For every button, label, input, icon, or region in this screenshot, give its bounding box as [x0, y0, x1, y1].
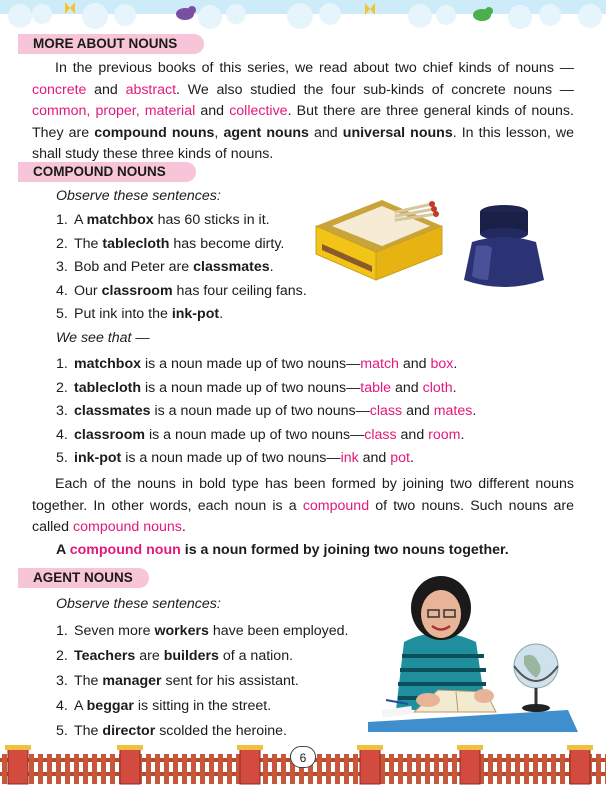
item-number: 5.	[56, 450, 68, 466]
term-compound-noun: compound noun	[69, 542, 181, 558]
fence-picket	[83, 754, 88, 784]
item-number: 5.	[56, 723, 68, 739]
text: and	[402, 356, 427, 372]
term-concrete: concrete	[32, 81, 87, 98]
fence-picket	[317, 754, 322, 784]
fence-post-cap	[457, 745, 483, 750]
text: and	[94, 81, 118, 98]
agent-noun: director	[102, 723, 156, 739]
item-number: 5.	[56, 306, 68, 322]
fence-post	[460, 748, 480, 784]
text: A	[74, 212, 83, 228]
noun-part: match	[360, 356, 399, 372]
teacher-illustration	[368, 572, 578, 732]
list-item	[56, 256, 307, 280]
list-item	[56, 400, 476, 424]
fence-picket	[146, 754, 151, 784]
text: and	[395, 379, 419, 396]
text: has become dirty.	[173, 235, 285, 252]
heading-agent-nouns: AGENT NOUNS	[18, 568, 149, 588]
list-item	[56, 669, 349, 694]
text: is a noun made up of two nouns—	[154, 403, 370, 419]
fence-picket	[551, 754, 556, 784]
fence-post-cap	[357, 745, 383, 750]
fence-picket	[326, 754, 331, 784]
text: In the previous books of this series, we read about two chief kinds of nouns —	[55, 60, 574, 76]
fence-picket	[209, 754, 214, 784]
item-number: 2.	[56, 235, 68, 252]
text: and	[406, 403, 430, 419]
text: is a noun made up of two nouns—	[144, 356, 361, 372]
text: Put ink into the	[74, 306, 168, 322]
intro-paragraph	[32, 58, 574, 166]
fence-picket	[2, 754, 7, 784]
text: and	[314, 124, 338, 141]
item-number: 4.	[56, 282, 68, 299]
fence-picket	[533, 754, 538, 784]
item-number: 4.	[56, 698, 68, 714]
list-item	[56, 303, 307, 327]
sky-banner	[0, 0, 606, 30]
fence-picket	[173, 754, 178, 784]
fence-picket	[596, 754, 601, 784]
text: . In this lesson, we shall study these three kinds of nouns.	[32, 124, 574, 162]
fence-picket	[218, 754, 223, 784]
text: is sitting in the street.	[137, 698, 272, 714]
fence-picket	[92, 754, 97, 784]
term-compound-nouns: compound nouns	[94, 124, 215, 141]
text: has 60 sticks in it.	[157, 212, 270, 228]
text: A	[74, 698, 83, 714]
fence-picket	[56, 754, 61, 784]
text: .	[453, 356, 458, 372]
list-item	[56, 233, 307, 257]
fence-picket	[182, 754, 187, 784]
bold-noun: classroom	[101, 282, 173, 299]
fence-picket	[38, 754, 43, 784]
agent-noun: beggar	[86, 698, 134, 714]
term-universal-nouns: universal nouns	[342, 124, 453, 141]
noun-part: box	[430, 356, 454, 372]
fence-picket	[191, 754, 196, 784]
fence-picket	[272, 754, 277, 784]
item-number: 2.	[56, 379, 68, 396]
term-compound: compound	[302, 497, 370, 514]
bold-noun: classroom	[74, 426, 145, 443]
fence-post-cap	[567, 745, 593, 750]
noun-part: class	[369, 403, 403, 419]
fence-picket	[74, 754, 79, 784]
noun-part: cloth	[422, 379, 453, 396]
bold-noun: ink-pot	[74, 450, 122, 466]
compound-explanations-list	[56, 353, 476, 471]
noun-part: room	[428, 426, 461, 443]
item-number: 3.	[56, 673, 68, 689]
item-number: 1.	[56, 356, 68, 372]
text: .	[410, 450, 414, 466]
fence-picket	[398, 754, 403, 784]
fence-picket	[524, 754, 529, 784]
text: Seven more	[74, 623, 151, 639]
heading-compound-nouns: COMPOUND NOUNS	[18, 162, 196, 182]
fence-picket	[29, 754, 34, 784]
text: The	[74, 673, 99, 689]
we-see-label: We see that —	[56, 330, 150, 346]
fence-post	[570, 748, 590, 784]
fence-picket	[47, 754, 52, 784]
text: ,	[214, 124, 219, 141]
fence-picket	[380, 754, 385, 784]
bold-noun: classmates	[74, 403, 151, 419]
fence-post-cap	[117, 745, 143, 750]
item-number: 2.	[56, 648, 68, 664]
fence-post	[120, 748, 140, 784]
fence-picket	[65, 754, 70, 784]
agent-observe-label: Observe these sentences:	[56, 596, 221, 612]
bold-noun: classmates	[193, 259, 270, 275]
fence-picket	[416, 754, 421, 784]
text: of two nouns. Such nouns are called	[32, 497, 574, 535]
item-number: 1.	[56, 212, 68, 228]
text: sent for his assistant.	[165, 673, 299, 689]
fence-picket	[452, 754, 457, 784]
fence-picket	[155, 754, 160, 784]
text: and	[200, 103, 225, 119]
fence-picket	[506, 754, 511, 784]
fence-picket	[335, 754, 340, 784]
item-number: 3.	[56, 403, 68, 419]
text: and	[400, 426, 425, 443]
fence-picket	[407, 754, 412, 784]
agent-noun: manager	[102, 673, 162, 689]
fence-post	[360, 748, 380, 784]
noun-part: ink	[340, 450, 359, 466]
item-number: 1.	[56, 623, 68, 639]
fence-picket	[542, 754, 547, 784]
text: is a noun made up of two nouns—	[125, 450, 341, 466]
text: .	[452, 379, 457, 396]
fence-picket	[344, 754, 349, 784]
noun-part: class	[364, 426, 397, 443]
bold-noun: tablecloth	[74, 379, 142, 396]
text: A	[56, 542, 66, 558]
term-collective: collective	[229, 103, 288, 119]
term-compound-nouns-pink: compound nouns	[73, 519, 182, 535]
fence-picket	[110, 754, 115, 784]
compound-sentences-list	[56, 209, 307, 327]
fence-picket	[488, 754, 493, 784]
list-item	[56, 209, 307, 233]
ink-pot-illustration	[458, 202, 552, 296]
list-item	[56, 424, 476, 448]
heading-more-about-nouns: MORE ABOUT NOUNS	[18, 34, 204, 54]
fence-picket	[200, 754, 205, 784]
fence-picket	[443, 754, 448, 784]
fence-post-cap	[237, 745, 263, 750]
agent-noun: workers	[154, 623, 209, 639]
list-item	[56, 644, 349, 669]
agent-sentences-list	[56, 619, 349, 744]
text: .	[472, 403, 477, 419]
bold-noun: ink-pot	[171, 306, 220, 322]
fence-picket	[227, 754, 232, 784]
agent-noun: Teachers	[74, 648, 136, 664]
text: have been employed.	[212, 623, 349, 639]
text: of a nation.	[222, 648, 294, 664]
fence-picket	[560, 754, 565, 784]
fence-picket	[434, 754, 439, 784]
text: scolded the heroine.	[159, 723, 287, 739]
text: Each of the nouns in bold type has been formed by joining two different nouns together. In other words, each noun is a	[32, 476, 574, 514]
bold-noun: tablecloth	[102, 235, 170, 252]
text: . But there are three general kinds of nouns. They are	[32, 103, 574, 141]
text: Our	[74, 282, 98, 299]
text: is a noun formed by joining two nouns together.	[184, 542, 509, 558]
matchbox-illustration	[312, 196, 452, 286]
text: is a noun made up of two nouns—	[144, 379, 361, 396]
text: .	[460, 426, 465, 443]
bold-noun: matchbox	[86, 212, 154, 228]
list-item	[56, 353, 476, 377]
list-item	[56, 719, 349, 744]
fence-picket	[353, 754, 358, 784]
fence-post	[240, 748, 260, 784]
term-abstract: abstract	[125, 81, 177, 98]
observe-label: Observe these sentences:	[56, 188, 221, 204]
text: The	[74, 723, 99, 739]
page-number: 6	[290, 746, 316, 768]
term-agent-nouns: agent nouns	[223, 124, 309, 141]
text: .	[269, 259, 274, 275]
noun-part: mates	[433, 403, 473, 419]
list-item	[56, 377, 476, 401]
text: Bob and Peter are	[74, 259, 190, 275]
term-common-proper-material: common, proper, material	[32, 103, 196, 119]
list-item	[56, 619, 349, 644]
fence-post-cap	[5, 745, 31, 750]
text: and	[362, 450, 387, 466]
fence-picket	[101, 754, 106, 784]
text: .	[219, 306, 224, 322]
text: .	[181, 519, 186, 535]
fence-picket	[281, 754, 286, 784]
text: The	[74, 235, 99, 252]
bold-noun: matchbox	[74, 356, 142, 372]
fence-post	[8, 748, 28, 784]
agent-noun: builders	[163, 648, 219, 664]
fence-picket	[263, 754, 268, 784]
list-item	[56, 447, 476, 471]
noun-part: pot	[390, 450, 411, 466]
fence-picket	[515, 754, 520, 784]
text: . We also studied the four sub-kinds of concrete nouns —	[176, 81, 574, 98]
fence-picket	[389, 754, 394, 784]
item-number: 3.	[56, 259, 68, 275]
fence-picket	[497, 754, 502, 784]
text: has four ceiling fans.	[176, 282, 307, 299]
list-item	[56, 280, 307, 304]
item-number: 4.	[56, 426, 68, 443]
list-item	[56, 694, 349, 719]
fence-picket	[164, 754, 169, 784]
fence-picket	[425, 754, 430, 784]
compound-noun-definition	[56, 542, 509, 558]
compound-paragraph	[32, 474, 574, 539]
text: is a noun made up of two nouns—	[148, 426, 365, 443]
text: are	[139, 648, 160, 664]
noun-part: table	[360, 379, 392, 396]
